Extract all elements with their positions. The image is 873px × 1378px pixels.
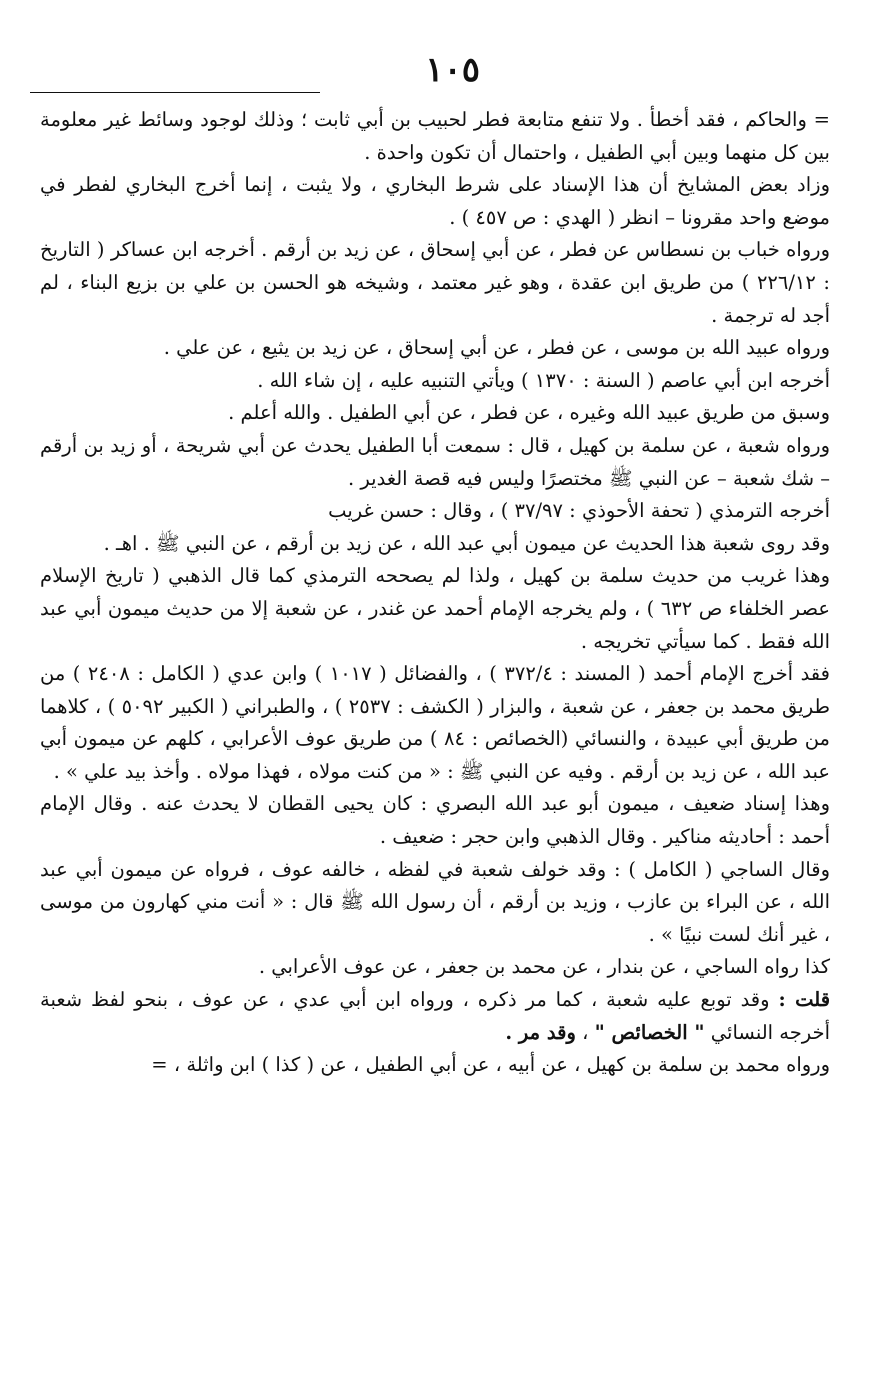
paragraph: ورواه خباب بن نسطاس عن فطر ، عن أبي إسحاق ، عن زيد بن أرقم . أخرجه ابن عساكر ( التاريخ : ٢٢٦/١٢ ) من طريق ابن عقدة ، وهو غير معتمد ، وشيخه هو الحسن بن علي بن بزيع البناء ، لم أجد له ترجمة . <box>40 238 830 327</box>
paragraph-continuation: = والحاكم ، فقد أخطأ . ولا تنفع متابعة فطر لحبيب بن أبي ثابت ؛ وذلك لوجود وسائط غير معلومة بين كل منهما وبين أبي الطفيل ، واحتمال أن تكون واحدة . <box>40 108 830 164</box>
paragraph: وهذا غريب من حديث سلمة بن كهيل ، ولذا لم يصححه الترمذي كما قال الذهبي ( تاريخ الإسلام عصر الخلفاء ص ٦٣٢ ) ، ولم يخرجه الإمام أحمد عن غندر ، عن شعبة إلا من حديث ميمون أبي عبد الله فقط . كما سيأتي تخريجه . <box>40 564 830 653</box>
document-page <box>40 40 830 1360</box>
qult-text: وقد توبع عليه شعبة ، كما مر ذكره ، ورواه ابن أبي عدي ، عن عوف ، بنحو لفظ شعبة أخرجه النسائي <box>40 988 830 1044</box>
body-text <box>40 104 830 1082</box>
qult-separator: ، <box>582 1020 589 1044</box>
paragraph: وزاد بعض المشايخ أن هذا الإسناد على شرط البخاري ، ولا يثبت ، إنما أخرج البخاري لفطر في موضع واحد مقرونا – انظر ( الهدي : ص ٤٥٧ ) . <box>40 173 830 229</box>
paragraph-last: ورواه محمد بن سلمة بن كهيل ، عن أبيه ، عن أبي الطفيل ، عن ( كذا ) ابن واثلة ، = <box>151 1053 830 1077</box>
page-number: ١٠٥ <box>425 50 480 90</box>
paragraph: ورواه شعبة ، عن سلمة بن كهيل ، قال : سمعت أبا الطفيل يحدث عن أبي شريحة ، أو زيد بن أرقم – شك شعبة – عن النبي ﷺ مختصرًا وليس فيه قصة الغدير . <box>40 433 830 490</box>
paragraph: وقال الساجي ( الكامل ) : وقد خولف شعبة في لفظه ، خالفه عوف ، فرواه عن ميمون أبي عبد الله ، عن البراء بن عازب ، وزيد بن أرقم ، أن رسول الله ﷺ قال : « أنت مني كهارون من موسى ، غير أنك لست نبيًا » . <box>40 857 830 946</box>
qult-label: قلت : <box>778 988 831 1012</box>
header-rule <box>30 92 320 93</box>
paragraph: أخرجه الترمذي ( تحفة الأحوذي : ٣٧/٩٧ ) ، وقال : حسن غريب <box>328 499 830 523</box>
qult-book-title: " الخصائص " <box>594 1020 705 1044</box>
paragraph: وهذا إسناد ضعيف ، ميمون أبو عبد الله البصري : كان يحيى القطان لا يحدث عنه . وقال الإمام أحمد : أحاديثه مناكير . وقال الذهبي وابن حجر : ضعيف . <box>40 792 830 849</box>
qult-paragraph <box>40 984 830 1049</box>
paragraph: أخرجه ابن أبي عاصم ( السنة : ١٣٧٠ ) ويأتي التنبيه عليه ، إن شاء الله . <box>257 368 830 392</box>
paragraph: وسبق من طريق عبيد الله وغيره ، عن فطر ، عن أبي الطفيل . والله أعلم . <box>228 401 830 425</box>
page-header <box>40 40 830 100</box>
qult-tail: وقد مر . <box>505 1020 576 1044</box>
paragraph: فقد أخرج الإمام أحمد ( المسند : ٣٧٢/٤ ) ، والفضائل ( ١٠١٧ ) وابن عدي ( الكامل : ٢٤٠٨ ) من طريق محمد بن جعفر ، عن شعبة ، والبزار ( الكشف : ٢٥٣٧ ) ، والطبراني ( الكبير ٥٠٩٢ ) ، كلاهما من طريق أبي عبيدة ، والنسائي (الخصائص : ٨٤ ) من طريق عوف الأعرابي ، كلهم عن ميمون أبي عبد الله ، عن زيد بن أرقم . وفيه عن النبي ﷺ : « من كنت مولاه ، فهذا مولاه . وأخذ بيد علي » . <box>40 662 830 783</box>
paragraph: ورواه عبيد الله بن موسى ، عن فطر ، عن أبي إسحاق ، عن زيد بن يثيع ، عن علي . <box>163 336 830 360</box>
paragraph: وقد روى شعبة هذا الحديث عن ميمون أبي عبد الله ، عن زيد بن أرقم ، عن النبي ﷺ . اهـ . <box>103 531 830 555</box>
paragraph: كذا رواه الساجي ، عن بندار ، عن محمد بن جعفر ، عن عوف الأعرابي . <box>258 955 830 979</box>
